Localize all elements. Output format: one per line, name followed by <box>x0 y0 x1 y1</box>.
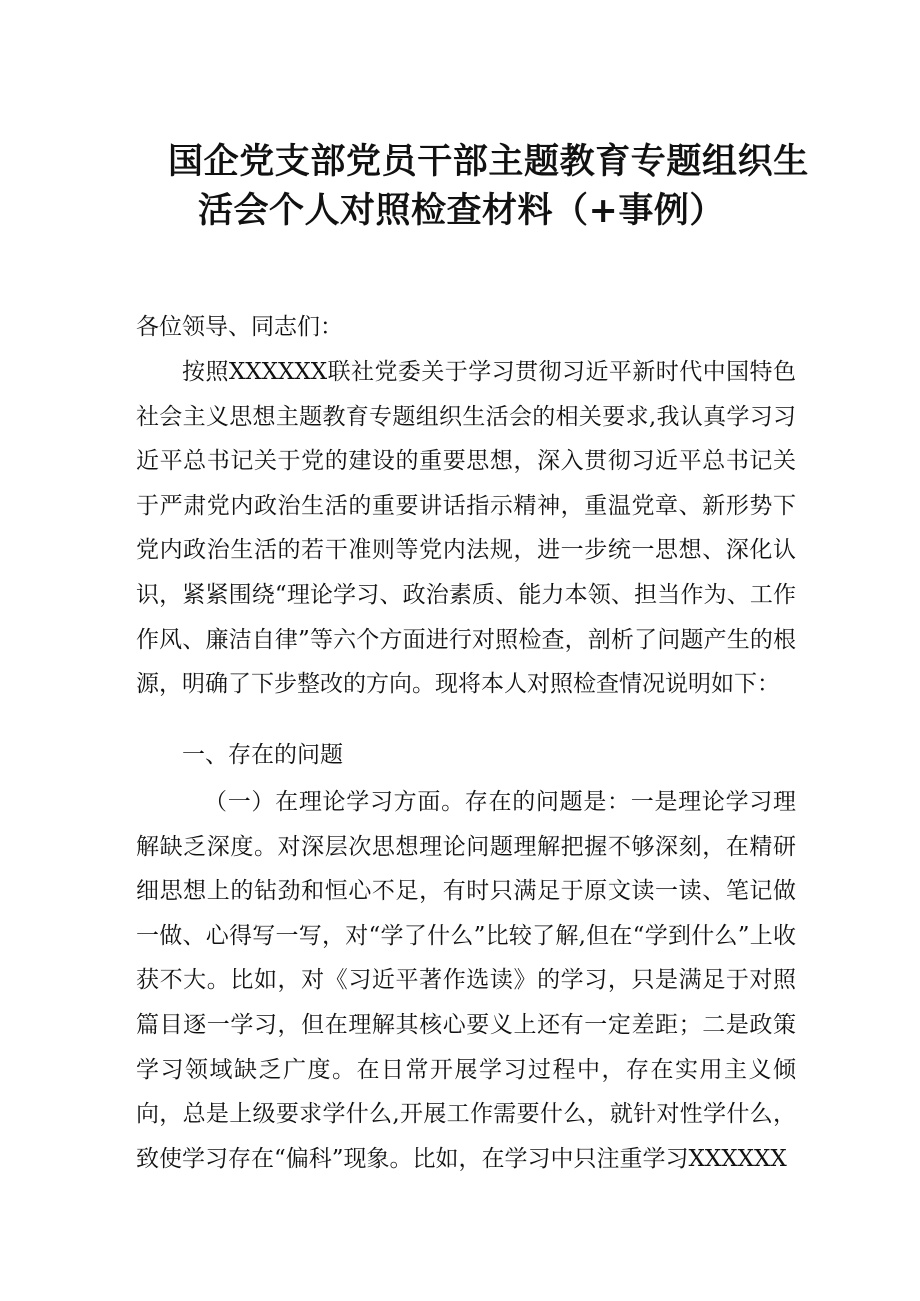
salutation: 各位领导、同志们： <box>136 314 343 340</box>
document-title-line-1: 国企党支部党员干部主题教育专题组织生 <box>168 142 809 182</box>
section-heading-problems: 一、存在的问题 <box>182 742 343 768</box>
subsection-theory-study-paragraph: （一）在理论学习方面。存在的问题是：一是理论学习理解缺乏深度。对深层次思想理论问题理解把握不够深刻，在精研细思想上的钻劲和恒心不足，有时只满足于原文读一读、笔记做一做、心得写一写，对“学了什么”比较了解,但在“学到什么”上收获不大。比如，对《习近平著作选读》的学习，只是满足于对照篇目逐一学习，但在理解其核心要义上还有一定差距；二是政策学习领域缺乏广度。在日常开展学习过程中，存在实用主义倾向，总是上级要求学什么,开展工作需要什么，就针对性学什么，致使学习存在“偏科”现象。比如，在学习中只注重学习XXXXXX <box>136 789 796 1172</box>
intro-paragraph: 按照XXXXXX联社党委关于学习贯彻习近平新时代中国特色社会主义思想主题教育专题组织生活会的相关要求,我认真学习习近平总书记关于党的建设的重要思想，深入贯彻习近平总书记关于严肃党内政治生活的重要讲话指示精神，重温党章、新形势下党内政治生活的若干准则等党内法规，进一步统一思想、深化认识，紧紧围绕“理论学习、政治素质、能力本领、担当作为、工作作风、廉洁自律”等六个方面进行对照检查，剖析了问题产生的根源，明确了下步整改的方向。现将本人对照检查情况说明如下： <box>136 359 796 698</box>
document-title-line-2: 活会个人对照检查材料（+事例） <box>198 191 725 231</box>
